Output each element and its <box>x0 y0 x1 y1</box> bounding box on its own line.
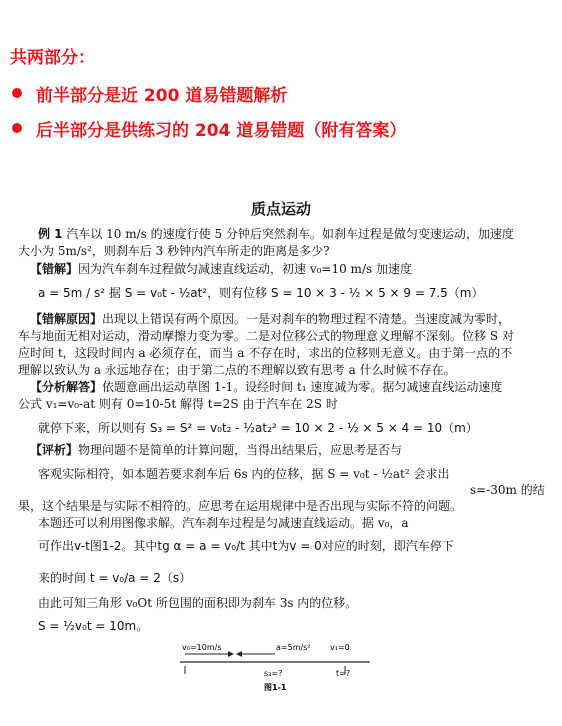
bullet-item-2: 后半部分是供练习的 204 道易错题（附有答案） <box>36 121 407 141</box>
formula-line: a = 5m / s² 据 S = v₀t - ½at²，则有位移 S = 10 × 3 - ½ × 5 × 9 = 7.5（m） <box>38 286 484 300</box>
v1-label: v₁=0 <box>330 643 350 652</box>
formula-line: S = ½v₀t = 10m。 <box>38 619 149 633</box>
bullet-dot-icon <box>12 123 22 133</box>
example-label: 例 1 <box>38 227 63 241</box>
figure-caption: 图1-1 <box>264 683 287 692</box>
text-line: 【评析】物理问题不是简单的计算问题，当得出结果后，应思考是否与 <box>30 443 403 457</box>
time-label: t=? <box>336 669 351 678</box>
intro-heading: 共两部分： <box>10 48 95 68</box>
error-cause-label: 【错解原因】 <box>30 312 103 326</box>
motion-diagram <box>180 640 370 700</box>
bullet-item-1: 前半部分是近 200 道易错题解析 <box>36 86 288 106</box>
text-line: 客观实际相符，如本题若要求刹车后 6s 内的位移，据 S = v₀t - ½at² 会求出 <box>38 467 450 481</box>
motion-diagram-svg <box>180 640 370 700</box>
displacement-label: s₃=? <box>264 669 283 678</box>
formula-line: 就停下来，所以则有 S₃ = S² = v₀t₂ - ½at₂² = 10 × 2 - ½ × 5 × 4 = 10（m） <box>38 421 478 435</box>
text-line: 例 1 汽车以 10 m/s 的速度行使 5 分钟后突然刹车。如刹车过程是做匀变速运动，加速度 <box>38 227 514 241</box>
formula-line: 来的时间 t = v₀/a = 2（s） <box>38 571 192 585</box>
v0-label: v₀=10m/s <box>182 643 222 652</box>
section-title: 质点运动 <box>250 200 311 218</box>
text-line: 本题还可以利用图像求解。汽车刹车过程是匀减速直线运动。据 v₀，a <box>38 516 409 530</box>
text-line: 车与地面无相对运动，滑动摩擦力变为零。二是对位移公式的物理意义理解不深刻。位移 S 对 <box>18 329 514 343</box>
text-line: 由此可知三角形 v₀Ot 所包围的面积即为刹车 3s 内的位移。 <box>38 596 358 610</box>
text-line: s=-30m 的结 <box>470 483 545 497</box>
text-line: 【分析解答】依题意画出运动草图 1-1。设经时间 t₁ 速度减为零。据匀减速直线运动速度 <box>30 380 503 394</box>
accel-label: a=5m/s² <box>276 643 311 652</box>
formula-line: 可作出v-t图1-2。其中tg α = a = v₀/t 其中t为v = 0对应的时刻，即汽车停下 <box>38 539 454 553</box>
comment-label: 【评析】 <box>30 443 79 457</box>
text-line: 理解以致认为 a 永远地存在；由于第二点的不理解以致有思考 a 什么时候不存在。 <box>18 363 456 377</box>
text-line: 公式 v₁=v₀-at 则有 0=10-5t 解得 t=2S 由于汽车在 2S 时 <box>18 397 338 411</box>
text-line: 【错解原因】出现以上错误有两个原因。一是对刹车的物理过程不清楚。当速度减为零时， <box>30 312 511 326</box>
analysis-label: 【分析解答】 <box>30 380 103 394</box>
wrong-answer-label: 【错解】 <box>30 262 79 276</box>
text-line: 大小为 5m/s²，则刹车后 3 秒钟内汽车所走的距离是多少? <box>18 244 330 258</box>
text-line: 【错解】因为汽车刹车过程做匀减速直线运动，初速 v₀=10 m/s 加速度 <box>30 262 412 276</box>
text-line: 果，这个结果是与实际不相符的。应思考在运用规律中是否出现与实际不符的问题。 <box>18 499 463 513</box>
text-line: 应时间 t，这段时间内 a 必须存在，而当 a 不存在时，求出的位移则无意义。由于第一点的不 <box>18 346 513 360</box>
bullet-dot-icon <box>12 88 22 98</box>
